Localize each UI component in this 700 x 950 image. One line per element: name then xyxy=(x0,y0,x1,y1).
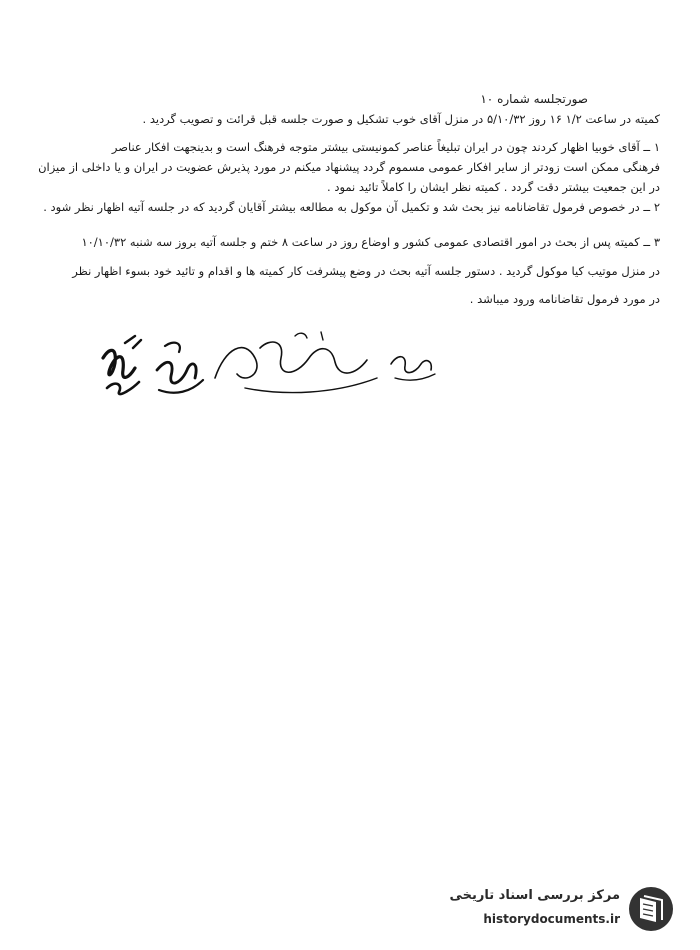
document-center-logo-icon xyxy=(626,884,676,934)
handwritten-signatures xyxy=(95,318,440,403)
minutes-heading: صورتجلسه شماره ۱۰ xyxy=(480,92,588,106)
text-line-4: در این جمعیت بیشتر دقت گردد . کمیته نظر ایشان را کاملاً تائید نمود . xyxy=(327,180,660,194)
logo-website: historydocuments.ir xyxy=(483,912,620,926)
text-line-3: فرهنگی ممکن است زودتر از سایر افکار عمومی مسموم گردد پیشنهاد میکنم در مورد پذیرش عضویت در ایران و یا داخلی از میزان xyxy=(38,160,660,174)
text-line-1: کمیته در ساعت ۱/۲ ۱۶ روز ۵/۱۰/۳۲ در منزل آقای خوب تشکیل و صورت جلسه قبل قرائت و تصویب گردید . xyxy=(142,112,660,126)
logo-title: مرکز بررسی اسناد تاریخی xyxy=(449,888,620,903)
text-line-8: در مورد فرمول تقاضانامه ورود میباشد . xyxy=(469,292,660,306)
text-line-6: ۳ ــ کمیته پس از بحث در امور اقتصادی عمومی کشور و اوضاع روز در ساعت ۸ ختم و جلسه آتیه بروز سه شنبه ۱۰/۱۰/۳۲ xyxy=(81,235,660,249)
text-line-7: در منزل موتیب کیا موکول گردید . دستور جلسه آتیه بحث در وضع پیشرفت کار کمیته ها و اقدام و تائید خود بسوء اظهار نظر xyxy=(72,264,660,278)
text-line-2: ۱ ــ آقای خوبیا اظهار کردند چون در ایران تبلیغاً عناصر کمونیستی بیشتر متوجه فرهنگ است و بدینجهت افکار عناصر xyxy=(111,140,660,154)
text-line-5: ۲ ــ در خصوص فرمول تقاضانامه نیز بحث شد و تکمیل آن موکول به مطالعه بیشتر آقایان گردید که در جلسه آتیه اظهار نظر شود . xyxy=(43,200,660,214)
watermark-logo xyxy=(392,882,682,938)
